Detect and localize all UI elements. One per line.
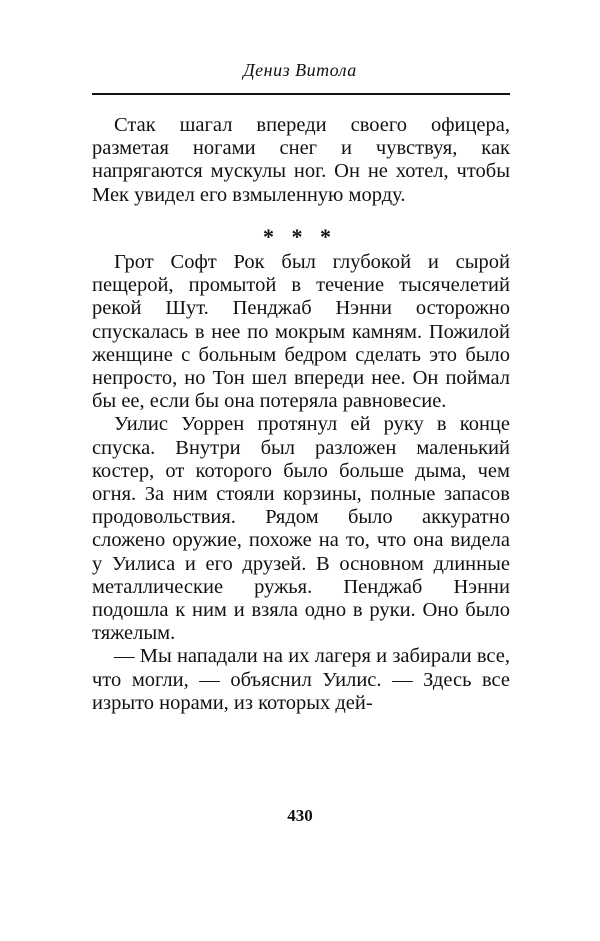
paragraph: Стак шагал впереди своего офицера, разметая ногами снег и чувствуя, как напрягаются мускулы ног. Он не хотел, чтобы Мек увидел его взмыленную морду. xyxy=(92,114,510,206)
header-rule xyxy=(92,93,510,95)
section-2 xyxy=(92,251,510,715)
section-1 xyxy=(92,114,510,207)
paragraph: — Мы нападали на их лагеря и забирали все, что могли, — объяснил Уилис. — Здесь все изрыто норами, из которых дей- xyxy=(92,645,510,714)
page-number: 430 xyxy=(287,806,313,825)
running-header-author: Дениз Витола xyxy=(243,60,357,80)
paragraph: Уилис Уоррен протянул ей руку в конце спуска. Внутри был разложен маленький костер, от которого было больше дыма, чем огня. За ним стояли корзины, полные запасов продовольствия. Рядом было аккуратно сложено оружие, похоже на то, что она видела у Уилиса и его друзей. В основном длинные металлические ружья. Пенджаб Нэнни подошла к ним и взяла одно в руки. Оно было тяжелым. xyxy=(92,413,510,645)
paragraph: Грот Софт Рок был глубокой и сырой пещерой, промытой в течение тысячелетий рекой Шут. Пенджаб Нэнни осторожно спускалась в нее по мокрым камням. Пожилой женщине с больным бедром сделать это было непросто, но Тон шел впереди нее. Он поймал бы ее, если бы она потеряла равновесие. xyxy=(92,251,510,413)
section-separator: * * * xyxy=(263,224,337,249)
